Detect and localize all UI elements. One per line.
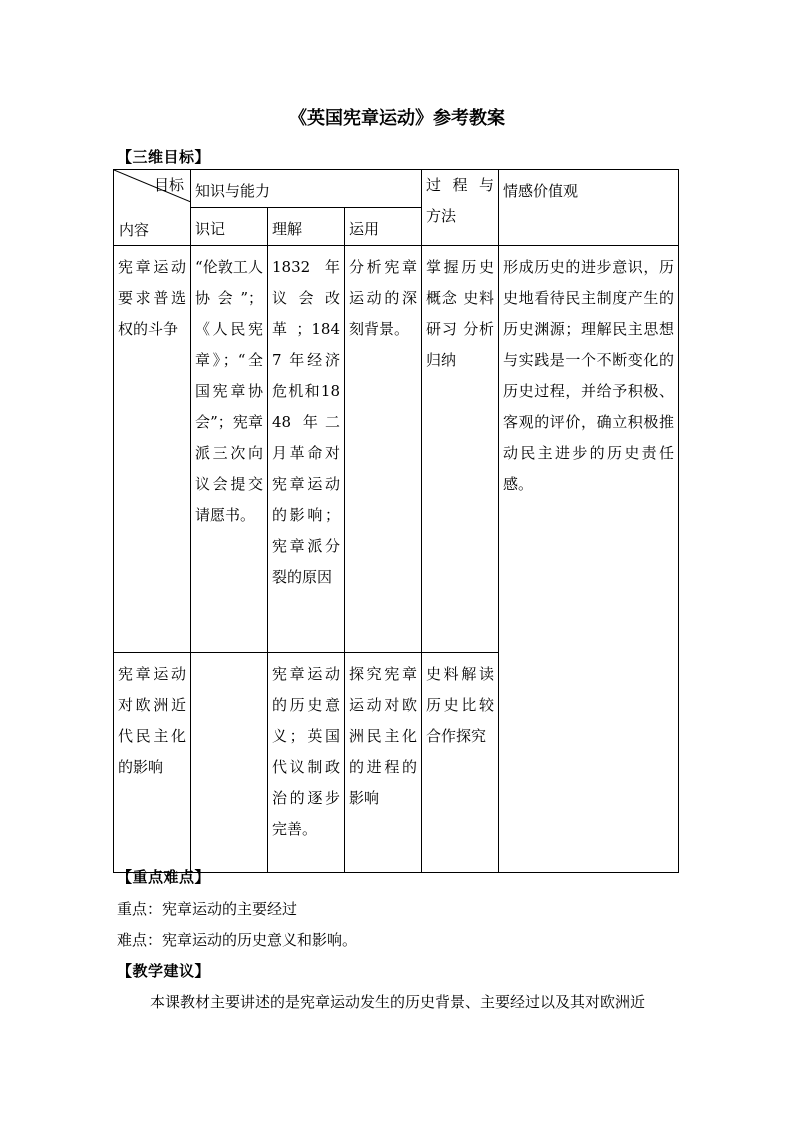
row1-content: 宪章运动要求普选权的斗争 (114, 246, 191, 653)
document-title: 《英国宪章运动》参考教案 (289, 108, 505, 129)
key-point-text: 重点：宪章运动的主要经过 (117, 900, 298, 918)
header-knowledge: 知识与能力 (191, 170, 422, 208)
row1-apply: 分析宪章运动的深刻背景。 (345, 246, 422, 653)
table-corner-cell (114, 170, 191, 246)
header-process: 过 程 与 方法 (422, 170, 499, 246)
section-heading-objectives: 【三维目标】 (117, 148, 211, 166)
section-heading-suggestions: 【教学建议】 (117, 962, 211, 980)
header-apply: 运用 (345, 208, 422, 246)
corner-label-objective: 目标 (153, 176, 184, 194)
row2-content: 宪章运动对欧洲近代民主化的影响 (114, 653, 191, 873)
header-recall: 识记 (191, 208, 268, 246)
row1-recall: “伦敦工人协会”；《人民宪章》；“全国宪章协会”；宪章派三次向议会提交请愿书。 (191, 246, 268, 653)
row1-understand: 1832 年议会改革；1847 年经济危机和1848 年二月革命对宪章运动的影响；宪章派分裂的原因 (268, 246, 345, 653)
row2-apply: 探究宪章运动对欧洲民主化的进程的影响 (345, 653, 422, 873)
section-heading-keypoints: 【重点难点】 (117, 868, 211, 886)
suggestion-text: 本课教材主要讲述的是宪章运动发生的历史背景、主要经过以及其对欧洲近 (150, 993, 646, 1011)
row1-process: 掌握历史概念 史料研习 分析归纳 (422, 246, 499, 653)
row2-recall (191, 653, 268, 873)
row2-understand: 宪章运动的历史意义；英国代议制政治的逐步完善。 (268, 653, 345, 873)
corner-label-content: 内容 (119, 221, 150, 239)
emotion-cell: 形成历史的进步意识，历史地看待民主制度产生的历史渊源；理解民主思想与实践是一个不断变化的历史过程，并给予积极、客观的评价，确立积极推动民主进步的历史责任感。 (499, 246, 679, 873)
header-understand: 理解 (268, 208, 345, 246)
header-emotion: 情感价值观 (499, 170, 679, 246)
row2-process: 史料解读 历史比较 合作探究 (422, 653, 499, 873)
difficulty-text: 难点：宪章运动的历史意义和影响。 (117, 931, 358, 949)
objectives-table (113, 169, 679, 873)
